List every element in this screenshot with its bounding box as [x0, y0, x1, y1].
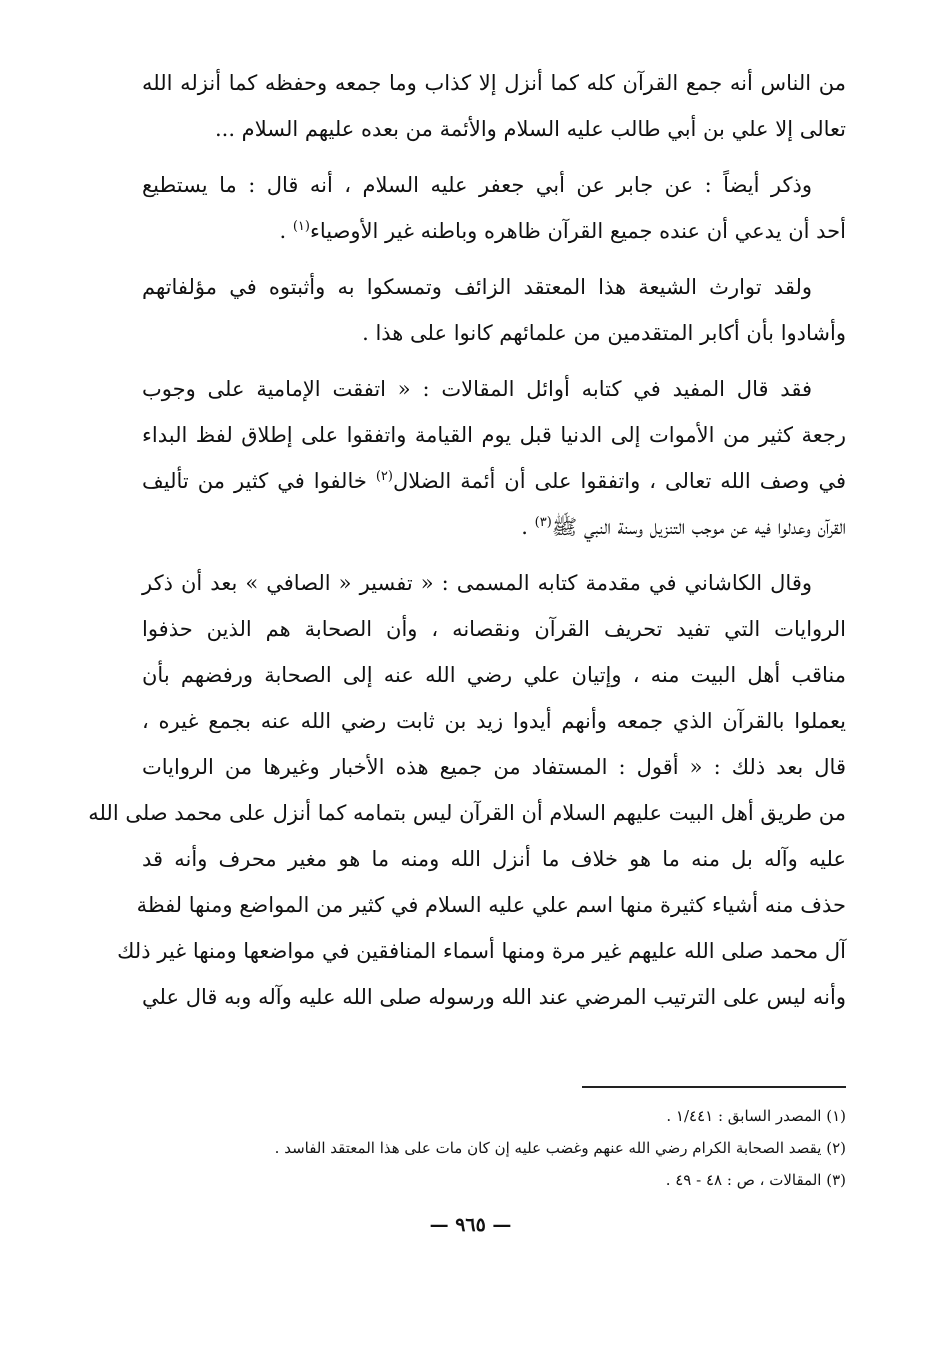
text-line-content: في وصف الله تعالى ، واتفقوا على أن أئمة الضلال: [392, 469, 846, 493]
text-line: حذف منه أشياء كثيرة منها اسم علي عليه السلام في كثير من المواضع ومنها لفظة: [136, 893, 846, 917]
text-line: رجعة كثير من الأموات إلى الدنيا قبل يوم القيامة واتفقوا على إطلاق لفظ البداء: [142, 423, 846, 447]
footnote-3: (٣) المقالات ، ص : ٤٨ - ٤٩ .: [665, 1171, 846, 1189]
footnote-2: (٢) يقصد الصحابة الكرام رضي الله عنهم وغضب عليه إن كان مات على هذا المعتقد الفاسد .: [274, 1139, 846, 1157]
text-line-content: وقال الكاشاني في مقدمة كتابه المسمى : « تفسير « الصافي » بعد أن ذكر: [142, 571, 812, 595]
text-line: مناقب أهل البيت منه ، وإتيان علي رضي الله عنه إلى الصحابة ورفضهم بأن: [142, 663, 846, 687]
text-line: [142, 366, 846, 412]
body-text: [88, 60, 846, 1020]
sentence-end: .: [521, 515, 535, 539]
text-line-content: فقد قال المفيد في كتابه أوائل المقالات : « اتفقت الإمامية على وجوب: [142, 377, 812, 401]
text-line: من الناس أنه جمع القرآن كله كما أنزل إلا كذاب وما جمعه وحفظه كما أنزله الله: [142, 71, 846, 95]
paragraph-1: [142, 60, 846, 152]
text-line: [142, 504, 846, 550]
paragraph-5: [88, 560, 846, 1020]
text-line-content: القرآن وعدلوا فيه عن موجب التنزيل وسنة النبي ﷺ: [551, 515, 846, 539]
text-line: آل محمد صلى الله عليهم غير مرة ومنها أسماء المنافقين في مواضعها ومنها غير ذلك: [117, 939, 846, 963]
text-line: الروايات التي تفيد تحريف القرآن ونقصانه ، وأن الصحابة هم الذين حذفوا: [142, 617, 846, 641]
paragraph-3: [142, 264, 846, 356]
footnote-marker[interactable]: (٣): [534, 515, 552, 530]
paragraph-2: [142, 162, 846, 254]
text-line: عليه وآله بل منه ما هو خلاف ما أنزل الله ومنه ما هو مغير محرف وأنه قد: [142, 847, 846, 871]
text-line-content: ولقد توارث الشيعة هذا المعتقد الزائف وتمسكوا به وأثبتوه في مؤلفاتهم: [142, 275, 812, 299]
sentence-end: .: [279, 219, 293, 243]
text-line-content: أحد أن يدعي أن عنده جميع القرآن ظاهره وباطنه غير الأوصياء: [309, 219, 846, 243]
text-line: [142, 162, 846, 208]
text-line: [142, 208, 846, 254]
text-line-content: خالفوا في كثير من تأليف: [142, 469, 376, 493]
text-line: قال بعد ذلك : « أقول : المستفاد من جميع هذه الأخبار وغيرها من الروايات: [142, 755, 846, 779]
text-line: وأنه ليس على الترتيب المرضي عند الله ورسوله صلى الله عليه وآله وبه قال علي: [142, 985, 846, 1009]
footnote-1: (١) المصدر السابق : ١/٤٤١ .: [666, 1107, 846, 1125]
page-number: — ٩٦٥ —: [429, 1214, 512, 1236]
text-line: [142, 458, 846, 504]
text-line: وأشادوا بأن أكابر المتقدمين من علمائهم كانوا على هذا .: [362, 321, 846, 345]
text-line: [142, 264, 846, 310]
footnote-marker[interactable]: (٢): [375, 469, 393, 484]
footnote-separator: [582, 1086, 846, 1088]
footnotes: [142, 1100, 846, 1196]
text-line: من طريق أهل البيت عليهم السلام أن القرآن ليس بتمامه كما أنزل على محمد صلى الله: [88, 801, 846, 825]
text-line: [142, 560, 846, 606]
text-line-content: وذكر أيضاً : عن جابر عن أبي جعفر عليه السلام ، أنه قال : ما يستطيع: [142, 173, 812, 197]
text-line: يعملوا بالقرآن الذي جمعه وأنهم أيدوا زيد بن ثابت رضي الله عنه بجمع غيره ،: [142, 709, 846, 733]
paragraph-4: [142, 366, 846, 550]
text-line: تعالى إلا علي بن أبي طالب عليه السلام والأئمة من بعده عليهم السلام ...: [214, 117, 846, 141]
footnote-marker[interactable]: (١): [292, 219, 310, 234]
